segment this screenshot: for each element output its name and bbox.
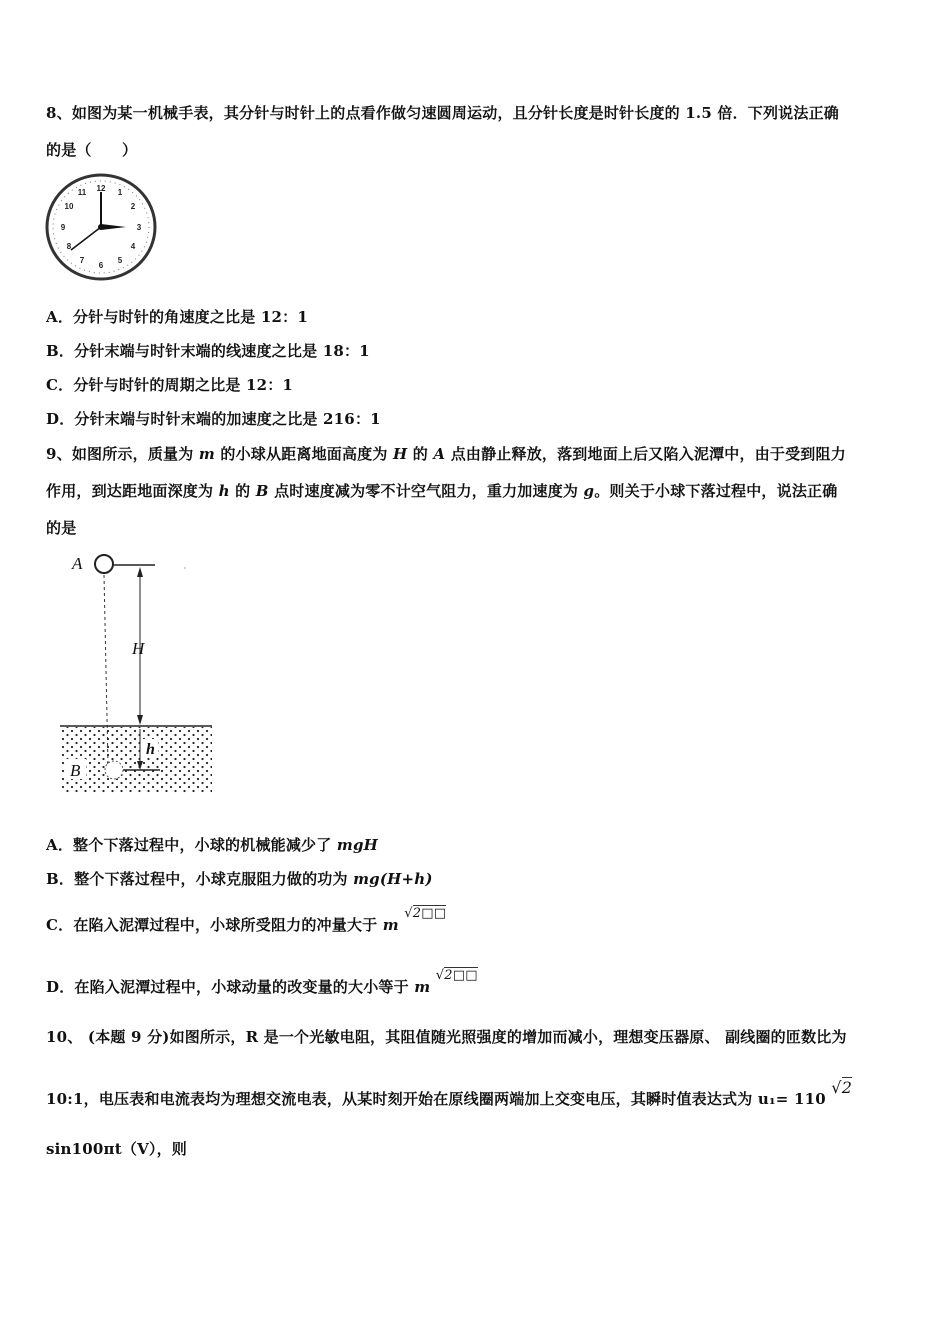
clock-number-10: 10: [64, 202, 74, 211]
q10-stem-line2: 10:1，电压表和电流表均为理想交流电表，从某时刻开始在原线圈两端加上交变电压，其瞬时值表达式为 u₁= 110 √2: [46, 1078, 853, 1108]
sqrt-two: √2: [831, 1078, 853, 1097]
clock-number-8: 8: [66, 242, 72, 251]
clock-number-3: 3: [136, 223, 142, 232]
q9-option-c: C．在陷入泥潭过程中，小球所受阻力的冲量大于 m √2□□: [46, 906, 447, 934]
q9-stem-line3: 的是: [46, 519, 77, 537]
q9-option-a: A．整个下落过程中，小球的机械能减少了 mgH: [46, 836, 379, 854]
q8-stem-line2: 的是（ ）: [46, 141, 138, 159]
q9-option-b: B．整个下落过程中，小球克服阻力做的功为 mg(H+h): [46, 870, 433, 888]
clock-number-5: 5: [117, 256, 123, 265]
clock-number-4: 4: [130, 242, 136, 251]
q8-option-a: A．分针与时针的角速度之比是 12：1: [46, 308, 308, 326]
q9-stem-line1: 9、如图所示，质量为 m 的小球从距离地面高度为 H 的 A 点由静止释放，落到地面上后又陷入泥潭中，由于受到阻力: [46, 445, 846, 463]
clock-number-11: 11: [77, 188, 87, 197]
q9-option-d: D．在陷入泥潭过程中，小球动量的改变量的大小等于 m √2□□: [46, 968, 478, 996]
sqrt-expression-d: √2□□: [435, 968, 478, 983]
clock-figure: [44, 172, 160, 282]
q9-stem-line2: 作用，到达距地面深度为 h 的 B 点时速度减为零不计空气阻力，重力加速度为 g。则关于小球下落过程中，说法正确: [46, 482, 838, 500]
fall-figure: [52, 545, 222, 800]
sqrt-expression-c: √2□□: [404, 906, 447, 921]
ball-at-B: [105, 761, 123, 779]
label-B: B: [70, 761, 81, 780]
clock-number-12: 12: [96, 184, 106, 193]
q8-option-c: C．分针与时针的周期之比是 12：1: [46, 376, 294, 394]
clock-number-1: 1: [117, 188, 123, 197]
clock-number-9: 9: [60, 223, 66, 232]
q8-option-b: B．分针末端与时针末端的线速度之比是 18：1: [46, 342, 370, 360]
q10-stem-line1: 10、 (本题 9 分)如图所示，R 是一个光敏电阻，其阻值随光照强度的增加而减小，理想变压器原、 副线圈的匝数比为: [46, 1028, 847, 1046]
q8-option-d: D．分针末端与时针末端的加速度之比是 216：1: [46, 410, 381, 428]
clock-number-6: 6: [98, 261, 104, 270]
q8-stem-line1: 8、如图为某一机械手表，其分针与时针上的点看作做匀速圆周运动，且分针长度是时针长度的 1.5 倍．下列说法正确: [46, 104, 839, 122]
label-H: H: [132, 639, 145, 658]
ball-at-A: [95, 555, 113, 573]
q10-stem-line3: sin100πt（V），则: [46, 1140, 188, 1158]
clock-number-2: 2: [130, 202, 136, 211]
label-h: h: [146, 741, 155, 758]
label-A: A: [72, 554, 83, 573]
clock-number-7: 7: [79, 256, 85, 265]
